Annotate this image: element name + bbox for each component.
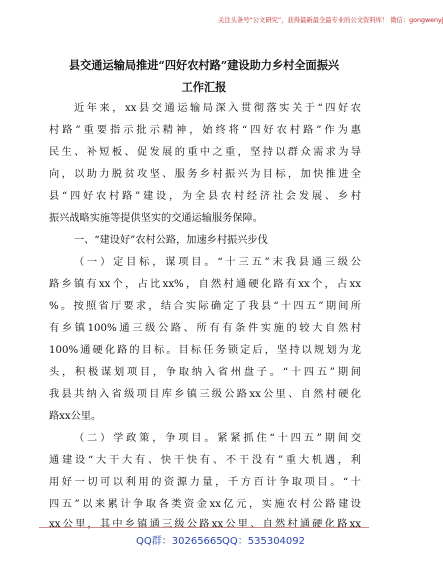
body-line: 通建设“大干大有、快干快有、不干没有”重大机遇，利	[49, 455, 361, 466]
body-line: 民生、补短板、促发展的重中之重，坚持以群众需求为导	[49, 147, 361, 158]
body-line: 有乡镇100%通三级公路、所有有条件实施的较大自然村	[49, 323, 361, 334]
body-line: 我县共纳入省级项目库乡镇三级公路xx公里、自然村硬化	[49, 389, 361, 400]
document-title: 县交通运输局推进“四好农村路”建设助力乡村全面振兴	[68, 58, 340, 72]
document-subtitle: 工作汇报	[181, 80, 227, 94]
footer-divider	[39, 527, 369, 528]
body-line: %。按照省厅要求，结合实际确定了我县“十四五”期间所	[49, 301, 361, 312]
promo-banner: 关注头条号“公文研究”，获得最新最全最专业的公文资料库！ 微信：gongwenyj	[218, 17, 443, 24]
body-line: 用好一切可以利用的资源力量，千方百计争取项目。“十	[49, 477, 361, 488]
body-line: 向，以助力脱贫攻坚、服务乡村振兴为目标，加快推进全	[49, 169, 361, 180]
body-line: 四五”以来累计争取各类资金xx亿元，实施农村公路建设	[49, 499, 361, 510]
body-line: 县“四好农村路”建设，为全县农村经济社会发展、乡村	[49, 191, 361, 202]
body-line: xx公里，其中乡镇通三级公路xx公里、自然村通硬化路xx	[49, 519, 361, 530]
body-line: 村路”重要指示批示精神，始终将“四好农村路”作为惠	[49, 125, 361, 136]
section-heading: 一、“建设好”农村公路，加速乡村振兴步伐	[74, 235, 268, 246]
footer-qq-contact: QQ：535304092	[222, 536, 306, 547]
body-line: 路乡镇有xx个，占比xx%，自然村通硬化路有xx个，占xx	[49, 279, 361, 290]
body-line: 头，积极谋划项目，争取纳入省州盘子。“十四五”期间	[49, 367, 361, 378]
body-line: 近年来，xx县交通运输局深入贯彻落实关于“四好农	[74, 103, 361, 114]
body-line: 路xx公里。	[49, 411, 102, 422]
body-line: （一）定目标，谋项目。“十三五”末我县通三级公	[74, 257, 361, 268]
body-line: （二）学政策，争项目。紧紧抓住“十四五”期间交	[74, 433, 361, 444]
body-line: 100%通硬化路的目标。目标任务锁定后，坚持以规划为龙	[49, 345, 361, 356]
footer-qq-group: QQ群：30265665	[136, 536, 223, 547]
body-line: 振兴战略实施等提供坚实的交通运输服务保障。	[49, 213, 263, 224]
